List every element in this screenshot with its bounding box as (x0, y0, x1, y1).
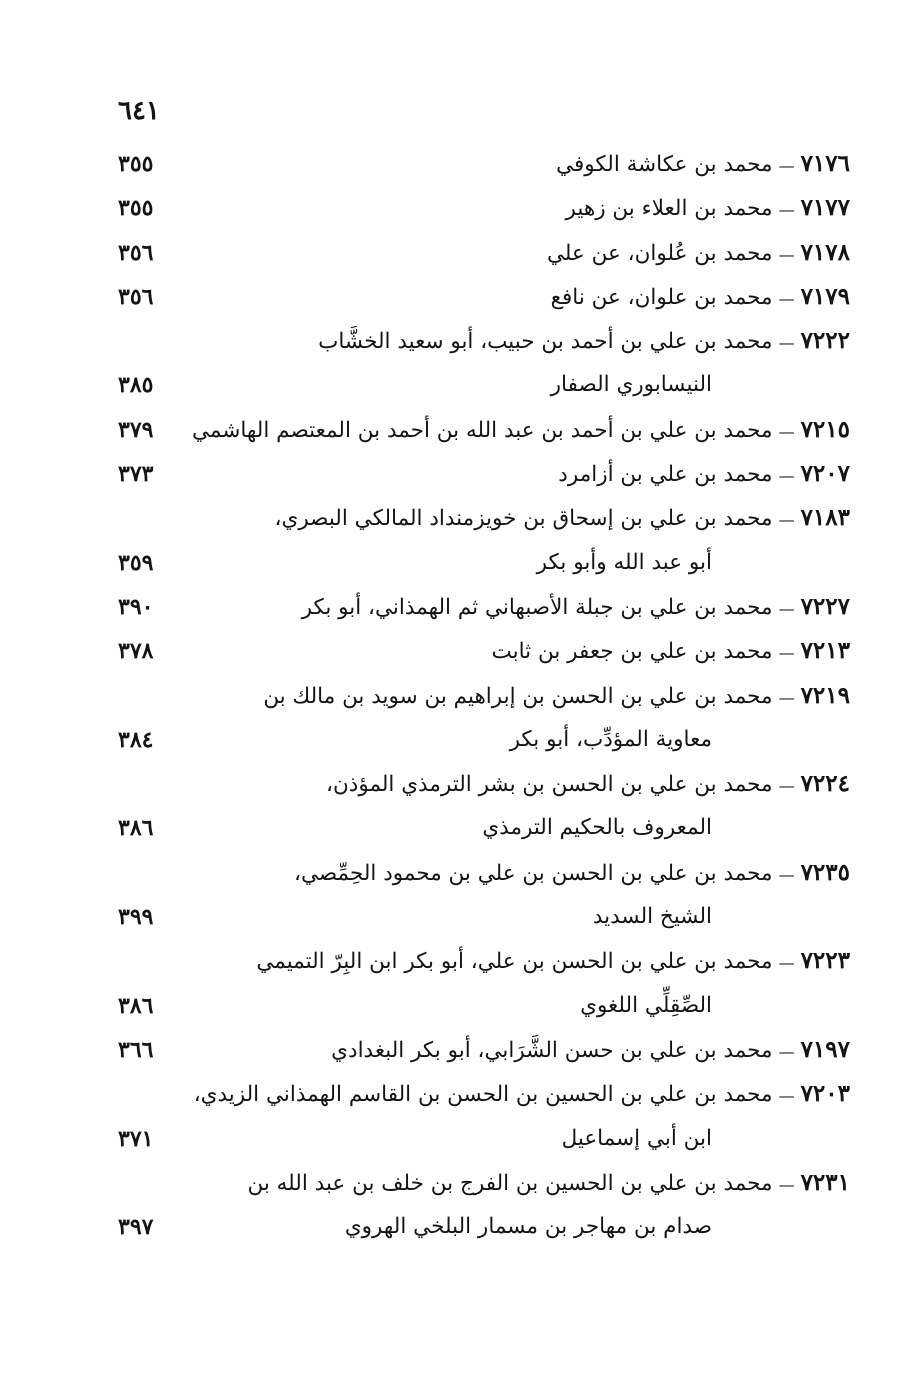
entry-dash: — (778, 1041, 795, 1061)
entry-continuation-line (118, 363, 850, 407)
entry-number: ٧١٧٦ (800, 150, 850, 177)
entry-number: ٧٢٠٣ (800, 1080, 850, 1108)
entry-text: ابن أبي إسماعيل (561, 1125, 712, 1151)
entry-text: الشيخ السديد (592, 904, 712, 930)
entry-text: أبو عبد الله وأبو بكر (536, 549, 712, 575)
entry-text: محمد بن عكاشة الكوفي (556, 152, 773, 177)
entry-line (118, 275, 850, 319)
entry-dash: — (778, 1174, 795, 1194)
entry-page-number: ٣٥٥ (118, 195, 154, 222)
entry-line (118, 1161, 850, 1205)
entry-page-number: ٣٥٦ (118, 283, 154, 310)
entry-dash: — (778, 864, 795, 884)
index-entry (118, 851, 850, 940)
entry-continuation-line (118, 1205, 850, 1249)
entry-text: معاوية المؤدِّب، أبو بكر (509, 726, 712, 752)
page-number: ٦٤١ (118, 96, 160, 126)
index-entry (118, 408, 850, 452)
entry-page-number: ٣٩٩ (118, 904, 154, 931)
entry-line (118, 1072, 850, 1116)
entry-line (118, 585, 850, 629)
index-entry (118, 186, 850, 230)
index-entry (118, 1028, 850, 1072)
entry-continuation-line (118, 984, 850, 1028)
entry-number: ٧٢٢٣ (800, 947, 850, 975)
entry-continuation-line (118, 541, 850, 585)
entry-dash: — (778, 953, 795, 973)
entry-line (118, 762, 850, 806)
entry-line (118, 186, 850, 230)
index-entry (118, 231, 850, 275)
entry-text: محمد بن العلاء بن زهير (565, 196, 773, 222)
entry-dash: — (778, 288, 795, 308)
entry-text: محمد بن علي بن الحسن بن علي بن محمود الحِمِّصي، (294, 860, 773, 886)
index-entry (118, 629, 850, 673)
entry-line (118, 629, 850, 673)
entry-text: محمد بن علي بن أحمد بن حبيب، أبو سعيد الخشَّاب (318, 329, 773, 355)
entry-page-number: ٣٥٥ (118, 151, 154, 177)
index-entry (118, 762, 850, 851)
entry-page-number: ٣٥٩ (118, 549, 154, 576)
entry-line (118, 674, 850, 718)
entry-line (118, 231, 850, 275)
entry-line (118, 1028, 850, 1072)
entry-number: ٧١٧٩ (800, 282, 850, 310)
entry-page-number: ٣٧٣ (118, 461, 154, 488)
index-entry (118, 142, 850, 186)
entry-continuation-line (118, 718, 850, 762)
index-entry (118, 319, 850, 408)
entry-page-number: ٣٩٠ (118, 593, 154, 620)
entry-dash: — (778, 776, 795, 796)
entry-text: محمد بن علي بن الحسن بن علي، أبو بكر ابن البِرّ التميمي (256, 949, 773, 975)
entry-text: محمد بن علي بن حسن الشَّرَابي، أبو بكر البغدادي (331, 1037, 773, 1063)
entry-number: ٧٢٢٧ (800, 592, 850, 620)
entry-text: محمد بن علي بن الحسن بن إبراهيم بن سويد بن مالك بن (263, 683, 773, 709)
index-entry (118, 1072, 850, 1161)
index-entry (118, 585, 850, 629)
entry-continuation-line (118, 806, 850, 850)
entry-dash: — (778, 333, 795, 353)
entry-page-number: ٣٧٨ (118, 638, 154, 665)
entry-page-number: ٣٨٦ (118, 815, 154, 842)
entry-page-number: ٣٦٦ (118, 1036, 154, 1063)
entry-dash: — (778, 598, 795, 618)
index-list (118, 142, 850, 1249)
entry-number: ٧٢١٣ (800, 637, 850, 665)
index-entry (118, 452, 850, 496)
entry-dash: — (778, 1086, 795, 1106)
entry-page-number: ٣٧٩ (118, 416, 154, 443)
entry-continuation-line (118, 895, 850, 939)
entry-line (118, 142, 850, 186)
entry-page-number: ٣٧١ (118, 1125, 154, 1152)
index-entry (118, 674, 850, 763)
index-entry (118, 275, 850, 319)
entry-number: ٧٢٣١ (800, 1168, 850, 1196)
entry-page-number: ٣٨٦ (118, 992, 154, 1019)
entry-text: محمد بن علي بن الحسين بن الحسن بن القاسم الهمذاني الزيدي، (193, 1082, 773, 1108)
entry-line (118, 452, 850, 496)
entry-dash: — (778, 421, 795, 441)
entry-dash: — (778, 200, 795, 220)
entry-number: ٧٢٢٢ (800, 327, 850, 355)
index-entry (118, 939, 850, 1028)
entry-text: النيسابوري الصفار (550, 372, 712, 398)
entry-text: محمد بن علي بن الحسين بن الفرج بن خلف بن عبد الله بن (247, 1170, 773, 1196)
entry-text: محمد بن علي بن أزامرد (558, 462, 773, 488)
entry-dash: — (778, 156, 795, 175)
entry-number: ٧٢١٩ (800, 681, 850, 709)
entry-text: محمد بن علي بن أحمد بن عبد الله بن أحمد بن المعتصم الهاشمي (191, 417, 773, 443)
index-entry (118, 1161, 850, 1250)
entry-text: محمد بن علي بن جعفر بن ثابت (491, 639, 773, 665)
entry-text: الصِّقِلِّي اللغوي (580, 992, 712, 1018)
entry-text: صدام بن مهاجر بن مسمار البلخي الهروي (344, 1214, 712, 1240)
entry-number: ٧١٨٣ (800, 504, 850, 532)
entry-page-number: ٣٥٦ (118, 239, 154, 266)
entry-dash: — (778, 466, 795, 486)
entry-text: المعروف بالحكيم الترمذي (482, 815, 712, 841)
entry-text: محمد بن علوان، عن نافع (550, 284, 773, 310)
entry-number: ٧٢٢٤ (800, 770, 850, 798)
entry-text: محمد بن علي بن جبلة الأصبهاني ثم الهمذاني، أبو بكر (301, 594, 773, 620)
entry-dash: — (778, 244, 795, 264)
entry-line (118, 408, 850, 452)
entry-dash: — (778, 510, 795, 530)
entry-number: ٧٢٠٧ (800, 460, 850, 488)
entry-number: ٧٢٣٥ (800, 858, 850, 886)
entry-dash: — (778, 687, 795, 707)
entry-number: ٧١٩٧ (800, 1035, 850, 1063)
entry-number: ٧١٧٨ (800, 238, 850, 266)
index-entry (118, 496, 850, 585)
entry-line (118, 851, 850, 895)
entry-page-number: ٣٩٧ (118, 1214, 154, 1241)
entry-dash: — (778, 643, 795, 663)
entry-page-number: ٣٨٥ (118, 372, 154, 399)
entry-number: ٧٢١٥ (800, 415, 850, 443)
entry-line (118, 319, 850, 363)
entry-text: محمد بن علي بن إسحاق بن خويزمنداد المالكي البصري، (274, 506, 773, 532)
entry-line (118, 939, 850, 983)
entry-page-number: ٣٨٤ (118, 726, 154, 753)
entry-text: محمد بن عُلوان، عن علي (546, 240, 773, 266)
entry-line (118, 496, 850, 540)
entry-continuation-line (118, 1117, 850, 1161)
entry-text: محمد بن علي بن الحسن بن بشر الترمذي المؤذن، (326, 772, 773, 798)
entry-number: ٧١٧٧ (800, 194, 850, 222)
